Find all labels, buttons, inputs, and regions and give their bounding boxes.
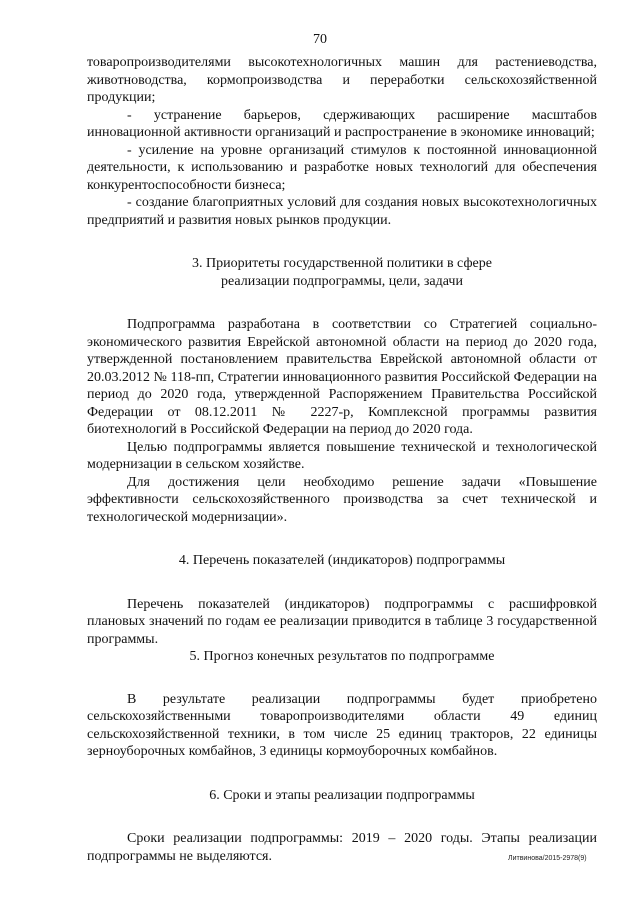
section-heading-4 (87, 552, 597, 570)
bullet-item: - создание благоприятных условий для создания новых высокотехнологичных предприятий и развития новых рынков продукции. (87, 195, 597, 228)
paragraph: Перечень показателей (индикаторов) подпрограммы с расшифровкой плановых значений по годам ее реализации приводится в таблице 3 государственной программы. (87, 596, 597, 647)
paragraph: В результате реализации подпрограммы будет приобретено сельскохозяйственными товаропроизводителями области 49 единиц сельскохозяйственной техники, в том числе 25 единиц тракторов, 22 единицы зерноуборочных комбайнов, 3 единицы кормоуборочных комбайнов. (87, 691, 597, 759)
section-heading-5 (87, 648, 597, 666)
document-body (87, 54, 597, 865)
section-heading-6 (87, 787, 597, 805)
heading-line: 4. Перечень показателей (индикаторов) подпрограммы (178, 553, 506, 568)
paragraph: Для достижения цели необходимо решение задачи «Повышение эффективности сельскохозяйственного производства за счет технической и технологической модернизации». (87, 474, 597, 525)
section-heading-3 (87, 255, 597, 290)
heading-line: 3. Приоритеты государственной политики в сфере (192, 256, 492, 271)
paragraph: Подпрограмма разработана в соответствии со Стратегией социально-экономического развития Еврейской автономной области на период до 2020 года, утвержденной постановлением правительства Еврейской автономной области от 20.03.2012 № 118-пп, Стратегии инновационного развития Российской Федерации на период до 2020 года, утвержденной Распоряжением Правительства Российской Федерации от 08.12.2011 № 2227-р, Комплексной программы развития биотехнологий в Российской Федерации на период до 2020 года. (87, 317, 597, 437)
footer-code: Литвинова/2015-2978(9) (508, 855, 587, 862)
heading-line: 6. Сроки и этапы реализации подпрограммы (209, 787, 475, 803)
bullet-item: - устранение барьеров, сдерживающих расширение масштабов инновационной активности организаций и распространение в экономике инноваций; (87, 107, 597, 140)
page-number: 70 (313, 32, 327, 47)
bullet-item: - усиление на уровне организаций стимулов к постоянной инновационной деятельности, к использованию и разработке новых технологий для обеспечения конкурентоспособности бизнеса; (87, 142, 597, 193)
heading-line: реализации подпрограммы, цели, задачи (221, 273, 463, 289)
paragraph: Сроки реализации подпрограммы: 2019 – 2020 годы. Этапы реализации подпрограммы не выделяются. (87, 831, 597, 864)
heading-line: 5. Прогноз конечных результатов по подпрограмме (189, 649, 495, 664)
paragraph-continuation: товаропроизводителями высокотехнологичных машин для растениеводства, животноводства, кормопроизводства и переработки сельскохозяйственной продукции; (87, 55, 597, 105)
paragraph: Целью подпрограммы является повышение технической и технологической модернизации в сельском хозяйстве. (87, 439, 597, 472)
